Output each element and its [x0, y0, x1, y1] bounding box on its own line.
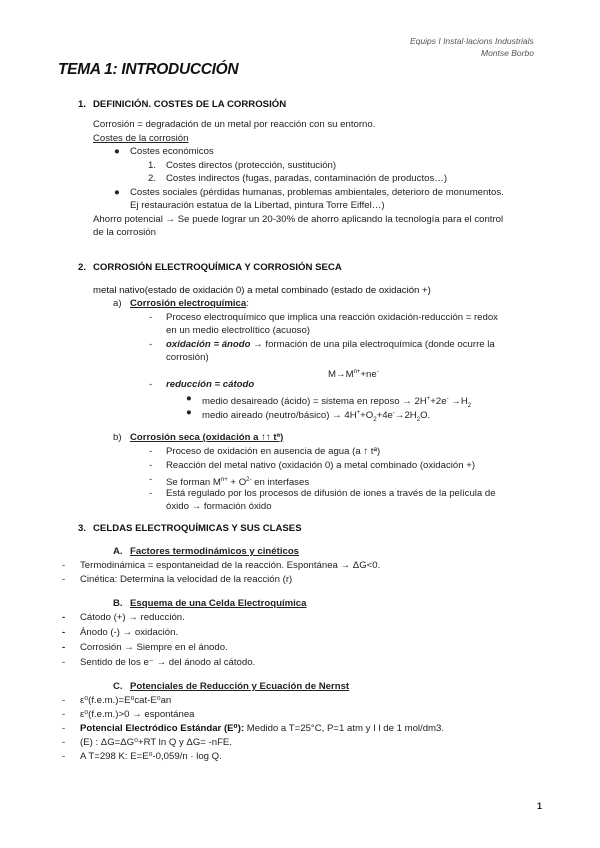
corrosion-definition: Corrosión = degradación de un metal por reacción con su entorno.: [93, 119, 376, 130]
dash-marker: -: [62, 723, 66, 734]
dash-marker: -: [62, 560, 66, 571]
neutral-text: →2H: [394, 410, 417, 422]
dry-corrosion-item: Está regulado por los procesos de difusión de iones a través de la película de: [166, 488, 496, 499]
savings-line: Ahorro potencial → Se puede lograr un 20-30% de ahorro aplicando la tecnología para el control: [93, 214, 504, 225]
oxidation-term: oxidación = ánodo: [166, 339, 251, 350]
eq-part: M→M: [328, 369, 354, 381]
social-costs-example: Ej restauración estatua de la Libertad, pintura Torre Eiffel…): [130, 200, 385, 211]
bullet-dot: ●: [186, 407, 192, 418]
dash-marker: -: [62, 657, 66, 668]
acid-text: →H: [448, 396, 468, 408]
econ-item-text: Costes indirectos (fugas, paradas, contaminación de productos…): [166, 173, 448, 184]
dash-marker: -: [149, 312, 153, 323]
cell-item: Corrosión → Siempre en el ánodo.: [80, 642, 228, 653]
dash-marker: -: [149, 474, 153, 485]
econ-item-number: 1.: [148, 160, 157, 171]
econ-item-number: 2.: [148, 173, 157, 184]
acid-text: +2e: [430, 396, 447, 408]
oxidation-equation: [328, 366, 379, 381]
neutral-text: medio aireado (neutro/básico) → 4H: [202, 410, 357, 422]
eq-sup: n+: [353, 369, 361, 375]
dry-corrosion-item: [166, 474, 309, 489]
sup: +: [356, 410, 361, 416]
nernst-title: Potenciales de Reducción y Ecuación de Nernst: [130, 681, 350, 692]
standard-potential-term: Potencial Electródico Estándar (E⁰):: [80, 723, 245, 734]
sub: 2: [373, 417, 377, 424]
text: + O: [227, 477, 247, 489]
oxidation-desc: → formación de una pila electroquímica (donde ocurre la: [250, 339, 495, 350]
standard-potential-line: [80, 723, 444, 735]
dash-marker: -: [62, 627, 66, 638]
social-costs-item: Costes sociales (pérdidas humanas, problemas ambientales, deterioro de monumentos.: [130, 187, 504, 198]
section1-number: 1.: [78, 99, 87, 110]
page-title: TEMA 1: INTRODUCCIÓN: [58, 61, 239, 78]
dash-marker: -: [62, 737, 66, 748]
acid-text: medio desaireado (ácido) = sistema en reposo → 2H: [202, 396, 427, 408]
subsection-marker: b): [113, 432, 122, 443]
title-colon: :: [246, 298, 249, 309]
text: Se forman M: [166, 477, 221, 489]
section2-heading: CORROSIÓN ELECTROQUÍMICA Y CORROSIÓN SECA: [93, 262, 342, 273]
cell-item: Ánodo (-) → oxidación.: [80, 627, 179, 638]
savings-line: de la corrosión: [93, 227, 156, 238]
neutral-medium-line: [202, 407, 430, 426]
dash-marker: -: [62, 751, 66, 762]
cell-item: Sentido de los e⁻ → del ánodo al cátodo.: [80, 657, 256, 668]
dash-marker: -: [62, 642, 66, 653]
redox-description: Proceso electroquímico que implica una reacción oxidación-reducción = redox: [166, 312, 498, 323]
section3-heading: CELDAS ELECTROQUÍMICAS Y SUS CLASES: [93, 523, 302, 534]
sup: -: [392, 410, 395, 416]
kinetic-item: Cinética: Determina la velocidad de la reacción (r): [80, 574, 293, 585]
oxidation-line: [166, 339, 495, 351]
section3-number: 3.: [78, 523, 87, 534]
dry-corrosion-item: Proceso de oxidación en ausencia de agua (a ↑ tª): [166, 446, 381, 457]
bullet-dot: ●: [114, 146, 120, 157]
standard-potential-desc: Medido a T=25°C, P=1 atm y I l de 1 mol/dm3.: [244, 723, 445, 734]
dash-marker: -: [62, 574, 66, 585]
subsection-marker: C.: [113, 681, 123, 692]
nernst-eq1: (E) : ΔG=ΔG⁰+RT ln Q y ΔG= -nFE.: [80, 737, 233, 748]
sub: 2: [467, 403, 472, 410]
electrochemical-title-text: Corrosión electroquímica: [130, 298, 247, 309]
subsection-marker: A.: [113, 546, 123, 557]
dry-corrosion-item: Reacción del metal nativo (oxidación 0) a metal combinado (oxidación +): [166, 460, 476, 471]
dry-corrosion-item-cont: óxido → formación óxido: [166, 501, 272, 512]
economic-costs-item: Costes económicos: [130, 146, 214, 157]
oxidation-desc-cont: corrosión): [166, 352, 209, 363]
sup: -: [446, 396, 449, 402]
neutral-text: +4e: [376, 410, 393, 422]
fem-spontaneous: ε⁰(f.e.m.)>0 → espontánea: [80, 709, 195, 720]
dash-marker: -: [62, 709, 66, 720]
page-number: 1: [537, 801, 543, 811]
electrochemical-title: [130, 298, 249, 310]
thermo-item: Termodinámica = espontaneidad de la reacción. Espontánea → ΔG<0.: [80, 560, 381, 571]
bullet-dot: ●: [186, 393, 192, 404]
sub: 2: [416, 417, 421, 424]
sup: n+: [220, 477, 228, 483]
bullet-dot: ●: [114, 187, 120, 198]
section1-heading: DEFINICIÓN. COSTES DE LA CORROSIÓN: [93, 99, 287, 110]
redox-description: en un medio electrolítico (acuoso): [166, 325, 310, 336]
reduction-term: reducción = cátodo: [166, 379, 255, 390]
dash-marker: -: [149, 446, 153, 457]
text: en interfases: [251, 477, 310, 489]
dash-marker: -: [149, 379, 153, 390]
section2-number: 2.: [78, 262, 87, 273]
cell-scheme-title: Esquema de una Celda Electroquímica: [130, 598, 307, 609]
dash-marker: -: [62, 695, 66, 706]
eq-part: +ne: [360, 369, 377, 381]
dash-marker: -: [149, 460, 153, 471]
dash-marker: -: [149, 339, 153, 350]
neutral-text: O.: [420, 410, 431, 422]
oxidation-state-intro: metal nativo(estado de oxidación 0) a metal combinado (estado de oxidación +): [93, 285, 431, 296]
eq-sup: -: [376, 369, 379, 375]
costs-label: Costes de la corrosión: [93, 133, 189, 144]
subsection-marker: a): [113, 298, 122, 309]
econ-item-text: Costes directos (protección, sustitución): [166, 160, 337, 171]
dash-marker: -: [149, 488, 153, 499]
thermo-kinetic-title: Factores termodinámicos y cinéticos: [130, 546, 300, 557]
cell-item: Cátodo (+) → reducción.: [80, 612, 185, 623]
dry-corrosion-title: Corrosión seca (oxidación a ↑↑ tª): [130, 432, 284, 443]
subsection-marker: B.: [113, 598, 123, 609]
sup: 2-: [246, 477, 252, 483]
fem-formula: ε⁰(f.e.m.)=E⁰cat-E⁰an: [80, 695, 172, 706]
neutral-text: +O: [360, 410, 374, 422]
sup: +: [426, 396, 431, 402]
header-author: Montse Borbo: [481, 48, 534, 58]
header-course: Equips I Instal·lacions Industrials: [410, 36, 534, 46]
nernst-eq2: A T=298 K: E=E⁰-0,059/n · log Q.: [80, 751, 222, 762]
dash-marker: -: [62, 612, 66, 623]
